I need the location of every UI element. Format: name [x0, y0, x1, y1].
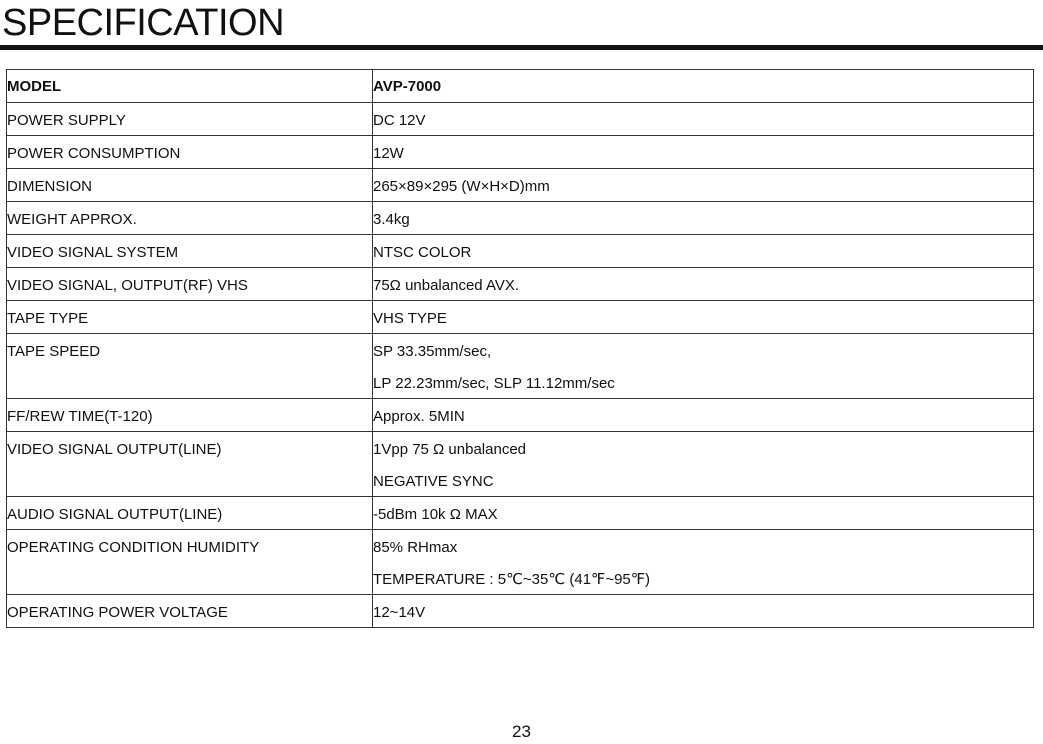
spec-label-cell — [7, 595, 373, 628]
spec-label: FF/REW TIME(T-120) — [7, 408, 153, 425]
spec-value: 85% RHmax — [373, 539, 458, 556]
table-row — [7, 399, 1034, 432]
table-row — [7, 432, 1034, 497]
title-underline — [0, 45, 1043, 50]
spec-label-cell — [7, 268, 373, 301]
spec-label: OPERATING CONDITION HUMIDITY — [7, 539, 260, 556]
spec-label-cell — [7, 202, 373, 235]
spec-label-cell — [7, 334, 373, 399]
spec-label: VIDEO SIGNAL SYSTEM — [7, 244, 179, 261]
spec-value-cell — [373, 268, 1034, 301]
spec-value: 3.4kg — [373, 211, 410, 228]
spec-label-cell — [7, 301, 373, 334]
spec-value-cell — [373, 136, 1034, 169]
spec-value: 265×89×295 (W×H×D)mm — [373, 178, 550, 195]
spec-value-cell — [373, 169, 1034, 202]
spec-value-cell — [373, 595, 1034, 628]
table-row — [7, 334, 1034, 399]
spec-label-cell — [7, 399, 373, 432]
model-label: MODEL — [7, 78, 62, 95]
table-row — [7, 136, 1034, 169]
spec-value: DC 12V — [373, 112, 426, 129]
page-title: SPECIFICATION — [2, 2, 285, 44]
specification-table — [6, 69, 1034, 628]
spec-value-cell — [373, 334, 1034, 399]
spec-label-cell — [7, 136, 373, 169]
spec-label: AUDIO SIGNAL OUTPUT(LINE) — [7, 506, 223, 523]
table-row — [7, 268, 1034, 301]
spec-value-cell — [373, 235, 1034, 268]
spec-value: 1Vpp 75 Ω unbalanced — [373, 441, 527, 458]
spec-value: LP 22.23mm/sec, SLP 11.12mm/sec — [373, 375, 615, 392]
spec-value-cell — [373, 530, 1034, 595]
spec-value: TEMPERATURE : 5℃~35℃ (41℉~95℉) — [373, 571, 651, 588]
spec-value: SP 33.35mm/sec, — [373, 343, 492, 360]
spec-label-cell — [7, 103, 373, 136]
spec-value-cell — [373, 399, 1034, 432]
table-row — [7, 103, 1034, 136]
table-row — [7, 497, 1034, 530]
spec-label: TAPE SPEED — [7, 343, 101, 360]
table-row — [7, 202, 1034, 235]
spec-label-cell — [7, 169, 373, 202]
model-value-cell — [373, 70, 1034, 103]
spec-value: 12~14V — [373, 604, 426, 621]
spec-value: 12W — [373, 145, 404, 162]
spec-value: Approx. 5MIN — [373, 408, 465, 425]
spec-label: WEIGHT APPROX. — [7, 211, 137, 228]
spec-value: NEGATIVE SYNC — [373, 473, 494, 490]
spec-value-cell — [373, 432, 1034, 497]
table-row — [7, 530, 1034, 595]
spec-label: VIDEO SIGNAL OUTPUT(LINE) — [7, 441, 222, 458]
spec-label-cell — [7, 235, 373, 268]
model-label-cell — [7, 70, 373, 103]
table-row — [7, 169, 1034, 202]
spec-value-cell — [373, 497, 1034, 530]
page-number: 23 — [512, 722, 531, 741]
spec-label: POWER CONSUMPTION — [7, 145, 181, 162]
spec-value: VHS TYPE — [373, 310, 447, 327]
table-row — [7, 595, 1034, 628]
spec-value-cell — [373, 301, 1034, 334]
spec-value: NTSC COLOR — [373, 244, 472, 261]
spec-label-cell — [7, 497, 373, 530]
spec-value-cell — [373, 202, 1034, 235]
model-value: AVP-7000 — [373, 78, 442, 95]
spec-label: VIDEO SIGNAL, OUTPUT(RF) VHS — [7, 277, 248, 294]
spec-value: 75Ω unbalanced AVX. — [373, 277, 520, 294]
spec-label: OPERATING POWER VOLTAGE — [7, 604, 228, 621]
spec-value: -5dBm 10k Ω MAX — [373, 506, 498, 523]
spec-value-cell — [373, 103, 1034, 136]
spec-label: POWER SUPPLY — [7, 112, 126, 129]
spec-label-cell — [7, 530, 373, 595]
table-row — [7, 235, 1034, 268]
spec-label: DIMENSION — [7, 178, 93, 195]
table-header-row — [7, 70, 1034, 103]
table-row — [7, 301, 1034, 334]
spec-label-cell — [7, 432, 373, 497]
spec-label: TAPE TYPE — [7, 310, 89, 327]
